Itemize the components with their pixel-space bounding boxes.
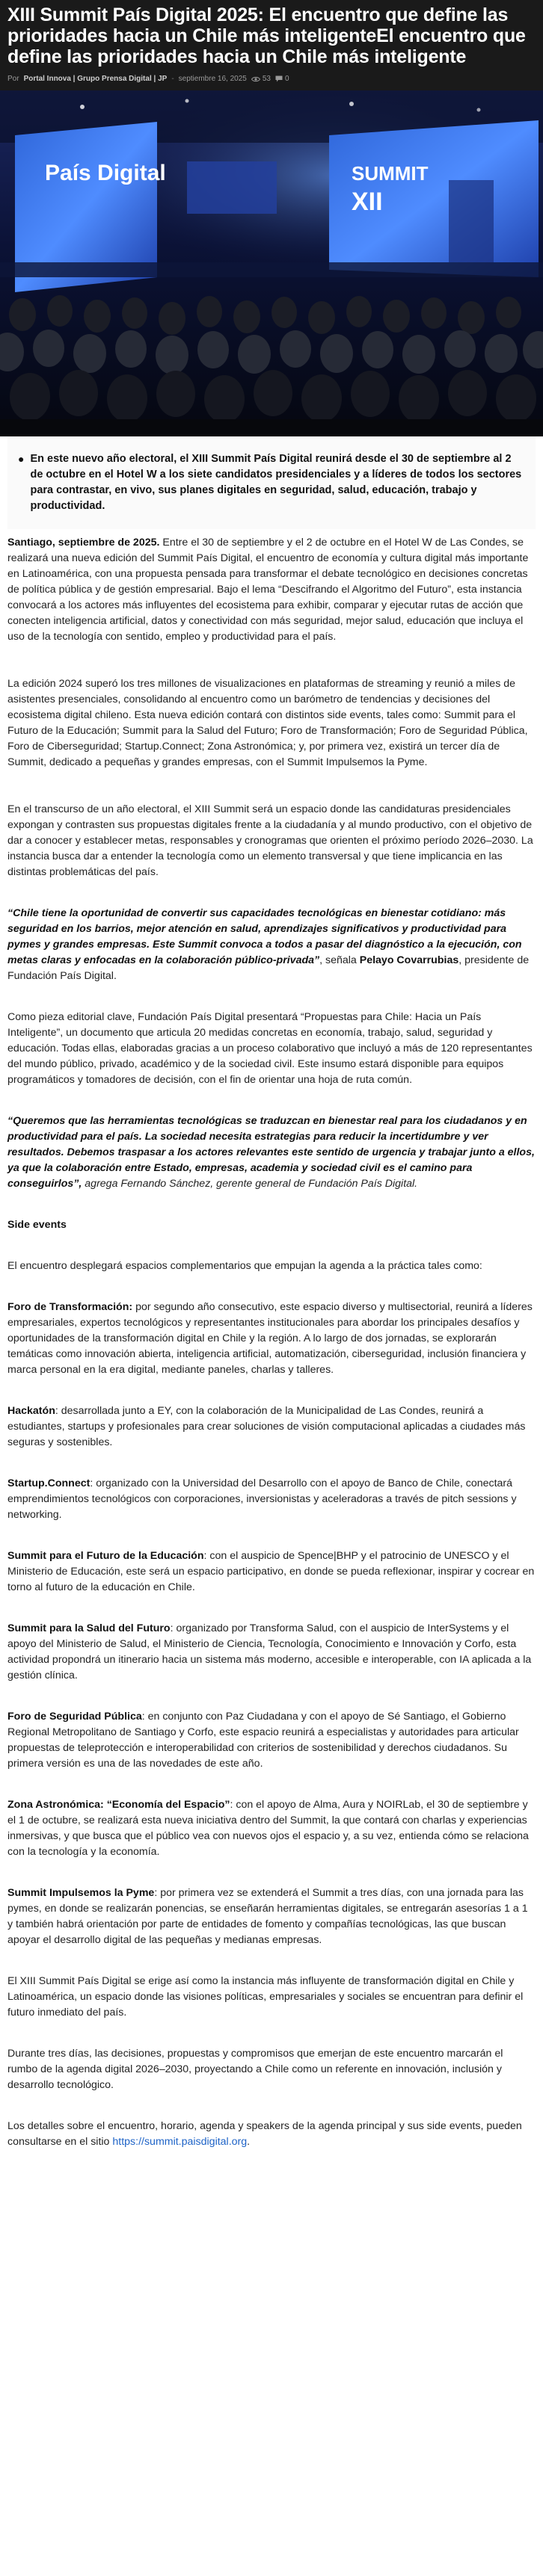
event-foro-transformacion [7, 1300, 536, 1378]
event-description: : desarrollada junto a EY, con la colaboración de la Municipalidad de Las Condes, reunirá a estudiantes, startups y profesionales para crear soluciones de visión computacional aplicadas a ciudades más seguras y sostenibles. [7, 1405, 526, 1448]
views-counter [251, 75, 271, 83]
side-events-intro: El encuentro desplegará espacios complementarios que empujan la agenda a la práctica tales como: [7, 1260, 482, 1272]
event-name: Summit para la Salud del Futuro [7, 1622, 171, 1634]
by-label: Por [7, 75, 19, 83]
event-name: Startup.Connect [7, 1477, 90, 1489]
paragraph-intro-text: Entre el 30 de septiembre y el 2 de octubre en el Hotel W de Las Condes, se realizará una nueva edición del Summit País Digital, el encuentro de economía y cultura digital más importante en Latinoamérica, con una propuesta pensada para transformar el debate tecnológico en decisiones concretas de política pública y de gestión empresarial. Bajo el lema “Descifrando el Algoritmo del Futuro”, esta instancia convocará a los actores más influyentes del ecosistema para exhibir, comparar y ejecutar rutas de acción que conecten inteligencia artificial, datos y conectividad con más seguridad, mejor salud, educación que incluya el uso de la tecnología con sentido, empleo y productividad para el país. [7, 537, 529, 643]
quote-covarrubias [7, 906, 536, 984]
paragraph-propuestas: Como pieza editorial clave, Fundación País Digital presentará “Propuestas para Chile: Hacia un País Inteligente”, un documento que articula 20 medidas concretas en economía, trabajo, salud, seguridad y educación. Todas ellas, elaboradas gracias a un proceso colaborativo que incluyó a más de 120 representantes del mundo público, privado, académico y de la sociedad civil. Este insumo estará disponible para equipos programáticos y tomadores de decisión, con el fin de orientar una hoja de ruta común. [7, 1011, 533, 1086]
lead-box [7, 436, 536, 529]
paragraph-closing-1: El XIII Summit País Digital se erige así como la instancia más influyente de transformación digital en Chile y Latinoamérica, un espacio donde las visiones políticas, empresariales y sociales se encuentran para definir el futuro inmediato del país. [7, 1975, 524, 2019]
comments-counter[interactable] [275, 75, 289, 83]
paragraph-electoral-year: En el transcurso de un año electoral, el XIII Summit será un espacio donde las candidaturas presidenciales expongan y contrasten sus propuestas digitales frente a la ciudadanía y al mundo productivo, con el objetivo de dar a conocer y establecer metas, responsables y cronogramas que orienten el próximo período 2026–2030. La instancia busca dar a entender la tecnología como un elemento transversal y que tiene implicancia en las distintas problemáticas del país. [7, 803, 533, 878]
dateline: Santiago, septiembre de 2025. [7, 537, 160, 549]
summit-website-link[interactable]: https://summit.paisdigital.org [112, 2136, 248, 2148]
quote-sanchez-attrib: agrega Fernando Sánchez, gerente general de Fundación País Digital. [82, 1178, 418, 1190]
event-description: : con el auspicio de Spence|BHP y el patrocinio de UNESCO y el Ministerio de Educación, este será un espacio participativo, en donde se pueda reflexionar, inspirar y cocrear en torno al futuro de la educación en Chile. [7, 1550, 535, 1593]
event-zona-astronomica [7, 1797, 536, 1860]
quote-sanchez-text: “Queremos que las herramientas tecnológicas se traduzcan en bienestar real para los ciudadanos y en productividad para el país. La sociedad necesita estrategias para reducir la incertidumbre y ver resultados. Debemos traspasar a los actores relevantes este sentido de urgencia y trabajar junto a ellos, ya que la colaboración entre Estado, empresas, academia y sociedad civil es el camino para conseguirlos”, [7, 1115, 535, 1190]
event-description: : organizado con la Universidad del Desarrollo con el apoyo de Banco de Chile, conectará emprendimientos tecnológicos con corporaciones, inversionistas y aceleradoras a través de pitch sessions y networking. [7, 1477, 517, 1521]
event-name: Foro de Transformación: [7, 1301, 133, 1313]
quote-sanchez [7, 1114, 536, 1192]
lead-text: En este nuevo año electoral, el XIII Summit País Digital reunirá desde el 30 de septiembre al 2 de octubre en el Hotel W a los siete candidatos presidenciales y a líderes de todos los sectores para contrastar, en vivo, sus planes digitales en seguridad, salud, educación, trabajo y productividad. [30, 453, 522, 512]
quote-attrib-post: , presidente de Fundación País Digital. [7, 954, 530, 982]
meta-separator: - [171, 75, 174, 83]
eye-icon [251, 76, 260, 82]
event-name: Summit Impulsemos la Pyme [7, 1887, 155, 1899]
event-description: : por primera vez se extenderá el Summit a tres días, con una jornada para las pymes, en donde se realizarán ponencias, se enseñarán herramientas digitales, se entregarán asesorías 1 a 1 y también habrá orientación por parte de entidades de fomento y compañías tecnológicas, las que buscan apoyar el desarrollo digital de las pequeñas y medianas empresas. [7, 1887, 528, 1946]
bullet-icon: ● [18, 453, 25, 465]
event-foro-seguridad [7, 1709, 536, 1772]
article-header [0, 0, 543, 90]
author-link[interactable]: Portal Innova | Grupo Prensa Digital | JP [23, 75, 168, 83]
details-end: . [247, 2136, 251, 2148]
event-description: por segundo año consecutivo, este espacio diverso y multisectorial, reunirá a líderes empresariales, expertos tecnológicos y representantes institucionales para abordar los principales desafíos y oportunidades de la transformación digital en Chile y la región. A lo largo de dos jornadas, se explorarán temáticas como innovación abierta, inteligencia artificial, automatización, ciberseguridad, inclusión financiera y marca personal en la era digital, mediante paneles, charlas y talleres. [7, 1301, 533, 1376]
event-name: Hackatón [7, 1405, 55, 1417]
paragraph-2024-edition: La edición 2024 superó los tres millones de visualizaciones en plataformas de streaming y reunió a miles de asistentes presenciales, consolidando al encuentro como un barómetro de tendencias y decisiones del ecosistema digital chileno. Esta nueva edición contará con distintos side events, tales como: Summit para el Futuro de la Educación; Summit para la Salud del Futuro; Foro de Transformación; Foro de Seguridad Pública, Foro de Ciberseguridad; Startup.Connect; Zona Astronómica; y, por primera vez, existirá un tercer día de Summit, dedicado a pequeñas y grandes empresas, con el Summit Impulsemos la Pyme. [7, 678, 528, 768]
quote-attrib-name: Pelayo Covarrubias [359, 954, 459, 966]
quote-attrib-pre: , señala [319, 954, 360, 966]
article-title: XIII Summit País Digital 2025: El encuentro que define las prioridades hacia un Chile más inteligenteEl encuentro que define las prioridades hacia un Chile más inteligente [7, 4, 526, 67]
paragraph-details [7, 2119, 536, 2150]
quote-covarrubias-text: “Chile tiene la oportunidad de convertir sus capacidades tecnológicas en bienestar cotidiano: más seguridad en los barrios, mejor atención en salud, aprendizajes significativos y productividad para pymes y grandes empresas. Este Summit convoca a todos a pasar del diagnóstico a la ejecución, con metas claras y enfocadas en la colaboración público-privada” [7, 907, 522, 966]
hero-screen-edition: XII [352, 188, 383, 216]
event-name: Foro de Seguridad Pública [7, 1711, 142, 1723]
event-name: Summit para el Futuro de la Educación [7, 1550, 204, 1562]
hero-image [0, 90, 543, 436]
lead-item [18, 451, 525, 514]
event-description: : organizado por Transforma Salud, con el auspicio de InterSystems y el apoyo del Ministerio de Salud, el Ministerio de Ciencia, Tecnología, Conocimiento e Innovación y Corfo, esta actividad propondrá un itinerario hacia un sistema más moderno, accesible e interoperable, con IA aplicada a la gestión clínica. [7, 1622, 532, 1681]
side-events-heading: Side events [7, 1219, 67, 1231]
event-hackaton [7, 1403, 536, 1451]
hero-screen-title: SUMMIT [352, 162, 429, 185]
event-description: : con el apoyo de Alma, Aura y NOIRLab, el 30 de septiembre y el 1 de octubre, se realizará esta nueva iniciativa dentro del Summit, la que contará con charlas y experiencias inmersivas, y que busca que el público vea con nuevos ojos el espacio y, a su vez, entienda cómo se relaciona con la tecnología y la economía. [7, 1799, 529, 1858]
article-meta [7, 75, 536, 83]
details-text: Los detalles sobre el encuentro, horario, agenda y speakers de la agenda principal y sus side events, pueden consultarse en el sitio [7, 2120, 522, 2148]
event-summit-educacion [7, 1548, 536, 1596]
paragraph-intro [7, 535, 536, 645]
views-count: 53 [262, 75, 271, 83]
event-summit-pyme [7, 1885, 536, 1948]
comments-count: 0 [284, 75, 289, 83]
event-name: Zona Astronómica: “Economía del Espacio” [7, 1799, 230, 1811]
paragraph-closing-2: Durante tres días, las decisiones, propuestas y compromisos que emerjan de este encuentro marcarán el rumbo de la agenda digital 2026–2030, proyectando a Chile como un referente en innovación, inclusión y desarrollo tecnológico. [7, 2048, 503, 2091]
article-body [0, 436, 543, 2165]
publish-date: septiembre 16, 2025 [178, 75, 247, 83]
event-summit-salud [7, 1621, 536, 1684]
event-startup-connect [7, 1476, 536, 1523]
hero-screen-brand: País Digital [45, 161, 166, 185]
event-description: : en conjunto con Paz Ciudadana y con el apoyo de Sé Santiago, el Gobierno Regional Metropolitano de Santiago y Corfo, este espacio reunirá a especialistas y autoridades para articular propuestas de teleprotección e interoperabilidad con criterios de sostenibilidad y derechos ciudadanos. Su primera versión es una de las novedades de este año. [7, 1711, 519, 1770]
comment-icon [275, 75, 283, 82]
